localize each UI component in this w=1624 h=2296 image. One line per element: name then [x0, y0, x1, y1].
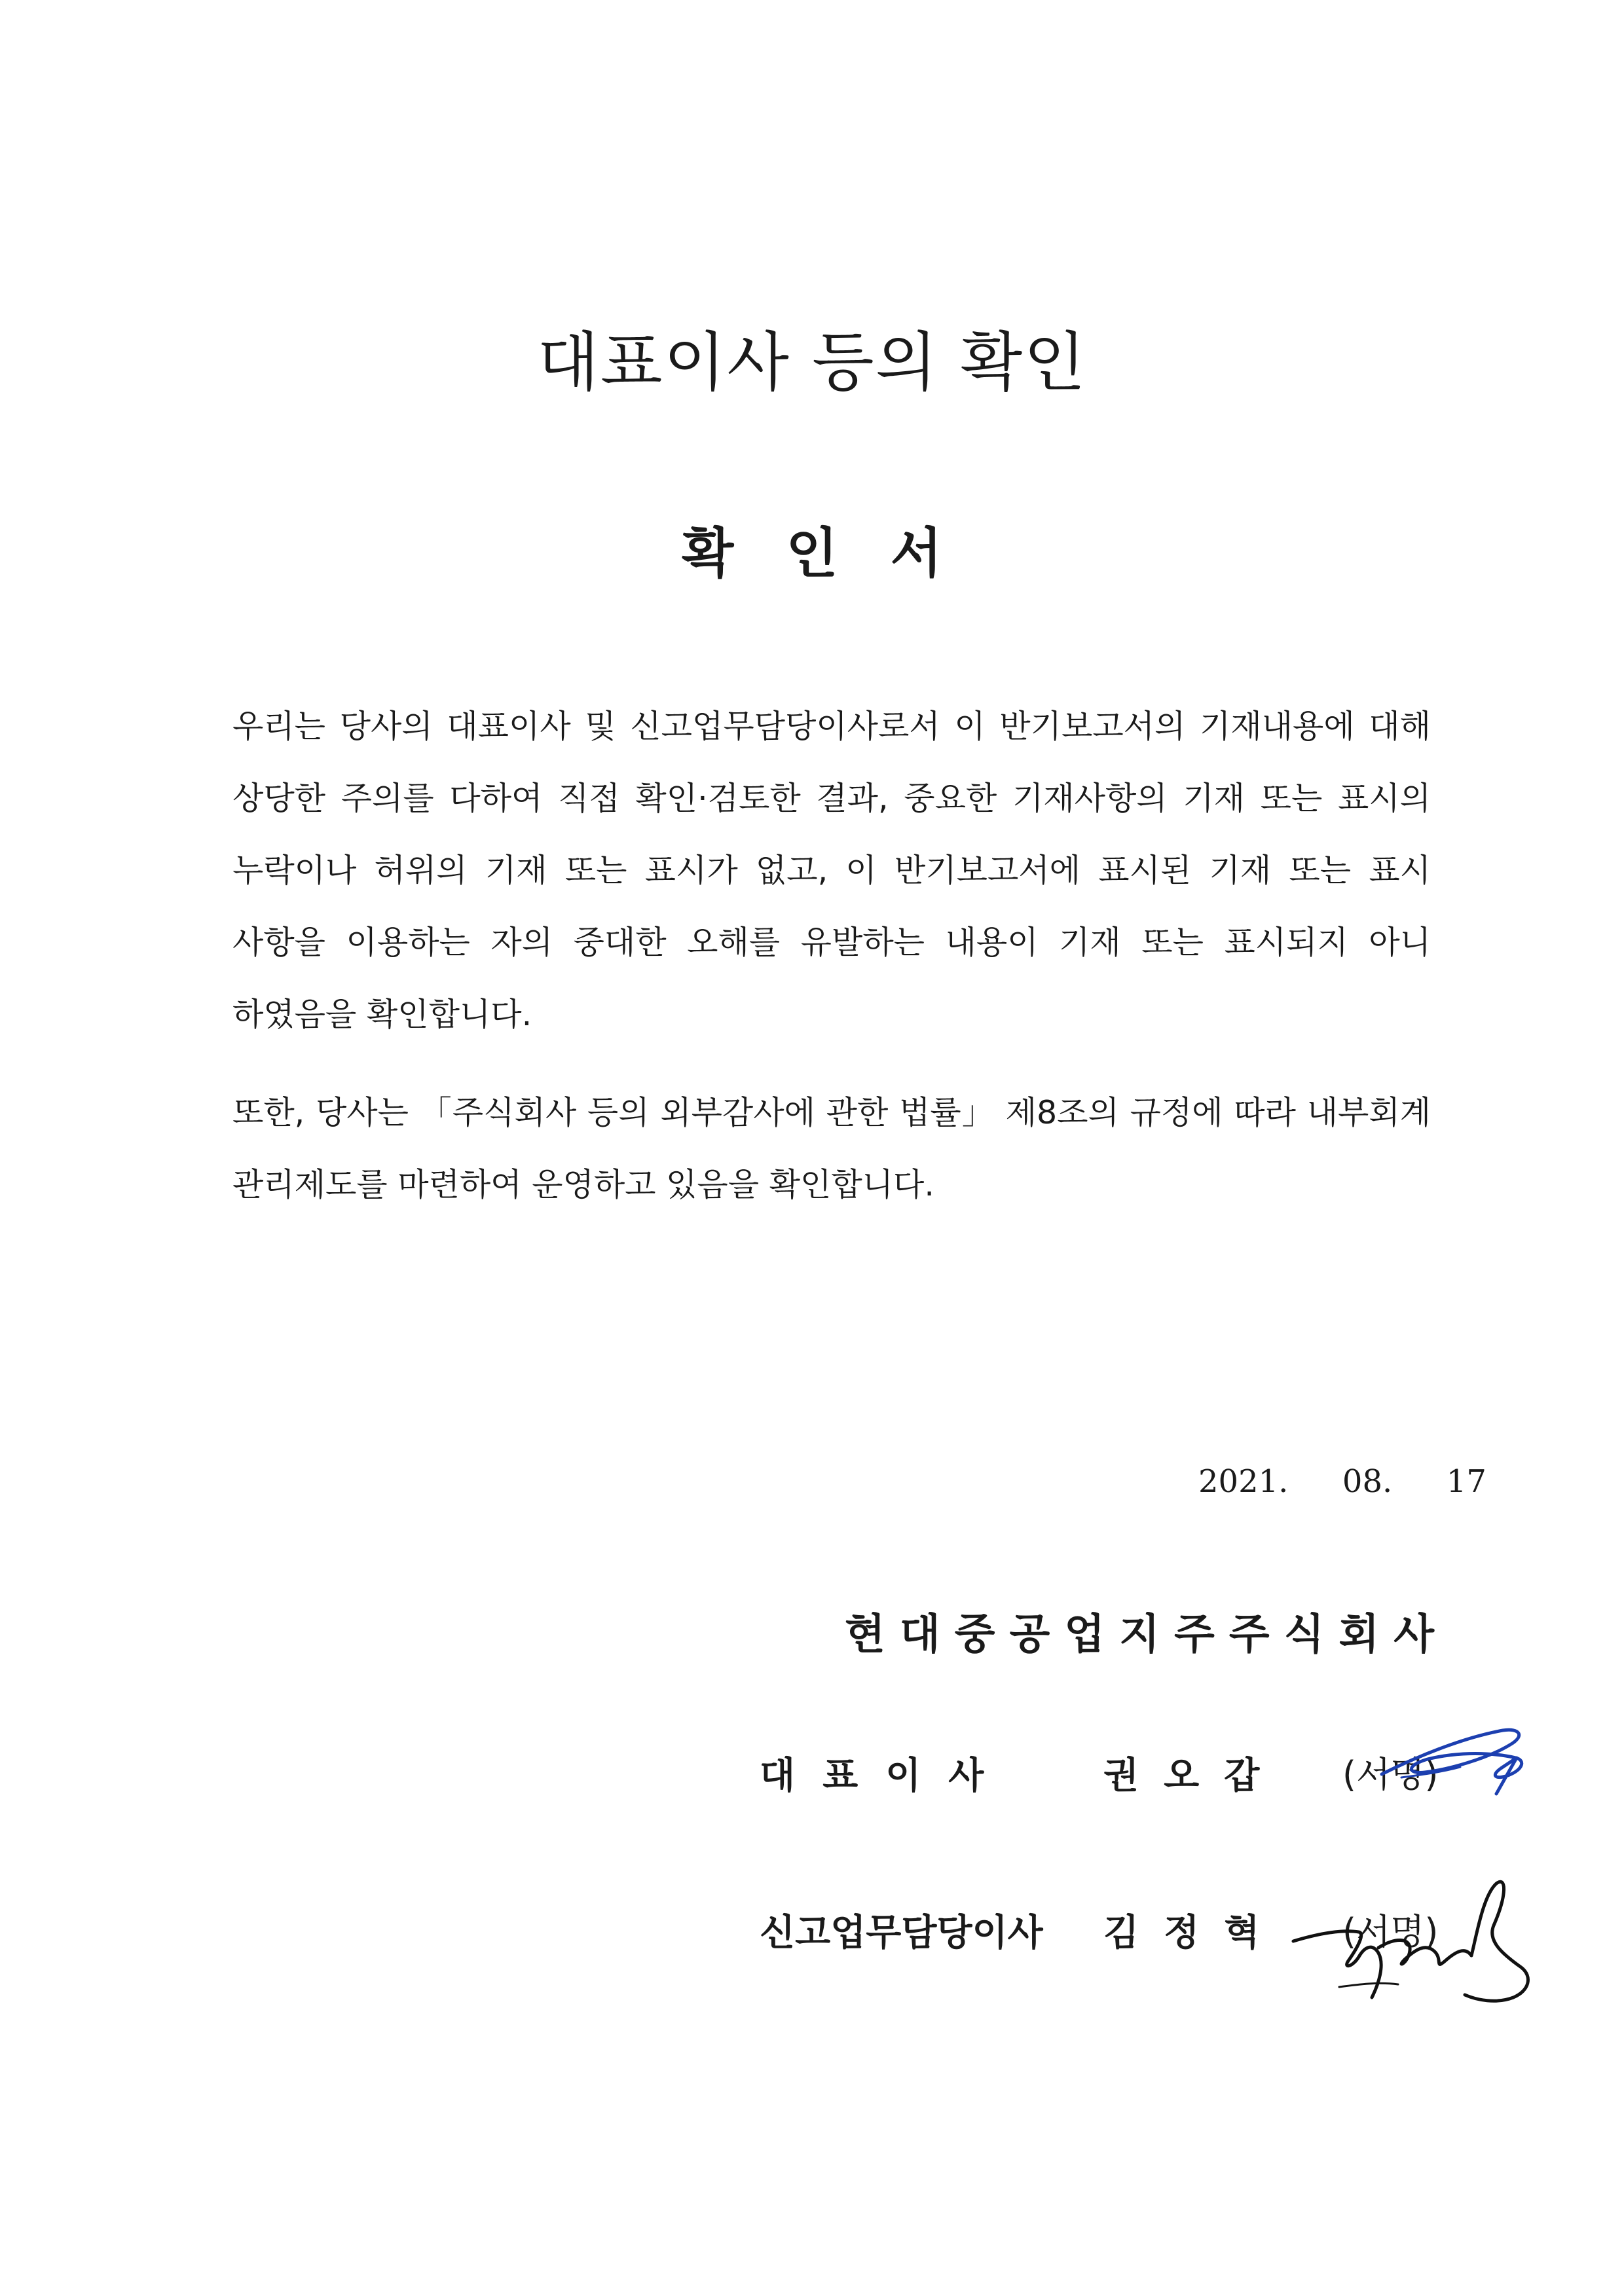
paragraph-line: 누락이나 허위의 기재 또는 표시가 없고, 이 반기보고서에 표시된 기재 또는 표시	[232, 852, 1431, 889]
internal-control-paragraph	[232, 1077, 1431, 1221]
signatory-reporting-director	[760, 1904, 1480, 1963]
signature-label: (서명)	[1342, 1911, 1439, 1952]
signature-label: (서명)	[1342, 1754, 1439, 1795]
signatory-role: 대표이사	[760, 1755, 1012, 1797]
signatory-name: 권오갑	[1103, 1755, 1285, 1797]
document-subtitle: 확인서	[682, 522, 995, 585]
paragraph-line: 관리제도를 마련하여 운영하고 있음을 확인합니다.	[232, 1166, 934, 1203]
paragraph-line: 또한, 당사는 「주식회사 등의 외부감사에 관한 법률」 제8조의 규정에 따라 내부회계	[232, 1094, 1431, 1131]
signatory-role: 신고업무담당이사	[760, 1912, 1043, 1954]
paragraph-line: 사항을 이용하는 자의 중대한 오해를 유발하는 내용이 기재 또는 표시되지 아니	[232, 924, 1431, 961]
paragraph-line: 상당한 주의를 다하여 직접 확인·검토한 결과, 중요한 기재사항의 기재 또는 표시의	[232, 780, 1431, 817]
signatory-ceo	[760, 1747, 1480, 1806]
document-title: 대표이사 등의 확인	[537, 325, 1087, 400]
company-name: 현대중공업지주주식회사	[845, 1611, 1449, 1659]
document-date: 2021. 08. 17	[1198, 1463, 1486, 1500]
signatory-name: 김정혁	[1103, 1912, 1285, 1954]
paragraph-line: 하였음을 확인합니다.	[232, 996, 532, 1033]
confirmation-paragraph	[232, 691, 1431, 1051]
paragraph-line: 우리는 당사의 대표이사 및 신고업무담당이사로서 이 반기보고서의 기재내용에 대해	[232, 708, 1431, 745]
